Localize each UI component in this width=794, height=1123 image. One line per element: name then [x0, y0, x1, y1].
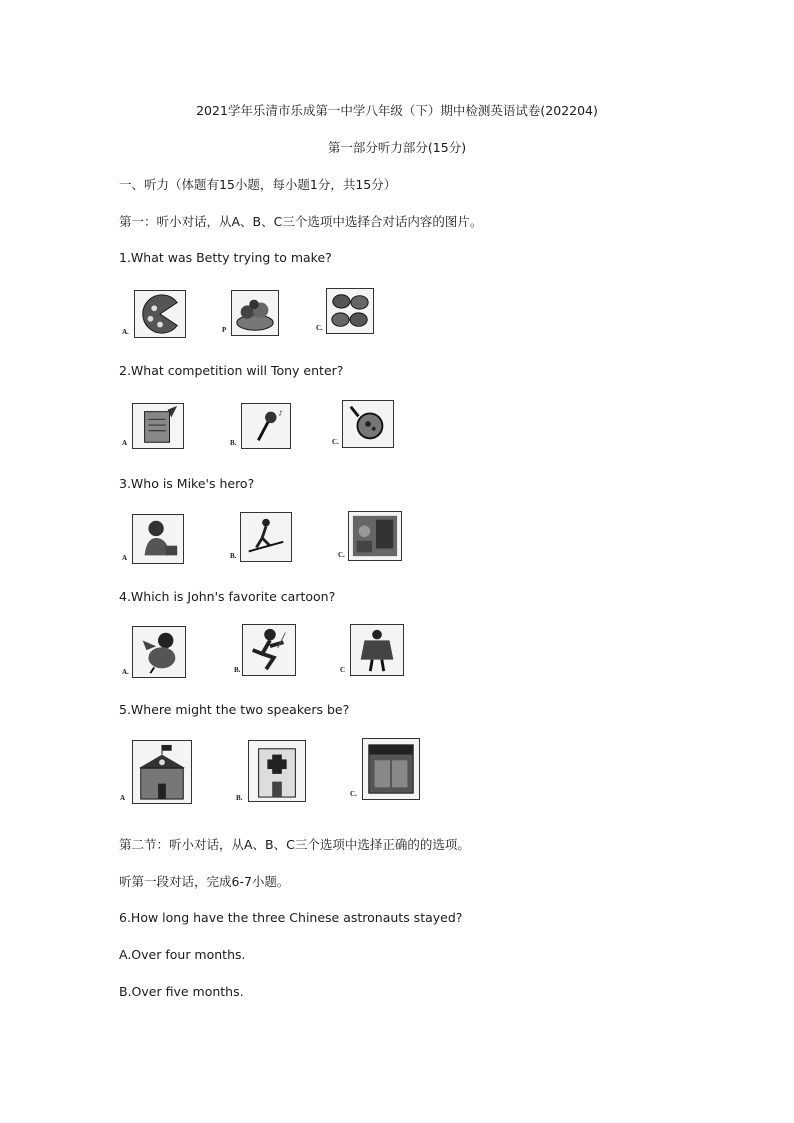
option-label: A. — [122, 328, 129, 336]
question-4-option-b[interactable] — [232, 624, 300, 676]
question-1-option-c[interactable] — [316, 288, 378, 338]
option-label: A. — [122, 668, 129, 676]
shop-building-icon — [362, 738, 420, 800]
pizza-icon — [134, 290, 186, 338]
question-4-text: 4.Which is John's favorite cartoon? — [119, 589, 336, 604]
section2-instruction: 第二节：听小对话，从A、B、C三个选项中选择正确的的选项。 — [119, 837, 470, 852]
fruit-basket-icon — [231, 290, 279, 336]
ninja-cartoon-icon — [242, 624, 296, 676]
question-6-option-a[interactable]: A.Over four months. — [119, 947, 246, 962]
exam-title: 2021学年乐清市乐成第一中学八年级（下）期中检测英语试卷(202204) — [196, 103, 598, 118]
option-label: B. — [230, 439, 237, 447]
question-5-text: 5.Where might the two speakers be? — [119, 702, 350, 717]
skier-icon — [240, 512, 292, 562]
question-6-text: 6.How long have the three Chinese astronauts stayed? — [119, 910, 463, 925]
option-label: C. — [338, 551, 345, 559]
svg-text:♪: ♪ — [278, 409, 283, 418]
superhero-cartoon-icon — [350, 624, 404, 676]
option-label: C. — [316, 324, 323, 332]
question-4-option-c[interactable] — [340, 624, 406, 676]
question-3-option-a[interactable] — [120, 514, 188, 566]
section1-instruction: 第一：听小对话，从A、B、C三个选项中选择合对话内容的图片。 — [119, 214, 483, 229]
option-label: B. — [236, 794, 243, 802]
question-2-text: 2.What competition will Tony enter? — [119, 363, 344, 378]
option-label: C — [340, 666, 346, 674]
painter-icon — [348, 511, 402, 561]
part1-title: 第一部分听力部分(15分) — [327, 140, 467, 155]
option-label: A — [122, 439, 128, 447]
question-5-option-b[interactable] — [234, 740, 308, 804]
cooking-pan-icon — [342, 400, 394, 448]
question-1-text: 1.What was Betty trying to make? — [119, 250, 332, 265]
question-3-text: 3.Who is Mike's hero? — [119, 476, 255, 491]
question-2-option-c[interactable] — [330, 400, 398, 450]
section1-heading: 一、听力（体题有15小题，每小题1分，共15分） — [119, 177, 397, 192]
option-label: C. — [350, 790, 357, 798]
question-3-option-b[interactable] — [228, 512, 296, 564]
scientist-icon — [132, 514, 184, 564]
question-4-option-a[interactable] — [120, 626, 190, 678]
cookies-icon — [326, 288, 374, 334]
question-1-option-b[interactable] — [222, 288, 282, 340]
question-2-option-a[interactable] — [120, 401, 190, 451]
microphone-icon — [241, 403, 291, 449]
question-6-option-b[interactable]: B.Over five months. — [119, 984, 244, 999]
option-label: A — [120, 794, 126, 802]
writing-paper-icon — [132, 403, 184, 449]
option-label: A — [122, 554, 128, 562]
option-label: B. — [234, 666, 241, 674]
school-building-icon — [132, 740, 192, 804]
question-2-option-b[interactable] — [228, 401, 296, 451]
question-5-option-a[interactable] — [120, 740, 194, 804]
question-3-option-c[interactable] — [336, 511, 406, 563]
option-label: P — [222, 326, 227, 334]
option-label: C. — [332, 438, 339, 446]
dialog1-note: 听第一段对话，完成6-7小题。 — [119, 874, 290, 889]
question-1-option-a[interactable] — [120, 288, 200, 340]
option-label: B. — [230, 552, 237, 560]
duck-cartoon-icon — [132, 626, 186, 678]
hospital-building-icon — [248, 740, 306, 802]
question-5-option-c[interactable] — [350, 738, 422, 802]
